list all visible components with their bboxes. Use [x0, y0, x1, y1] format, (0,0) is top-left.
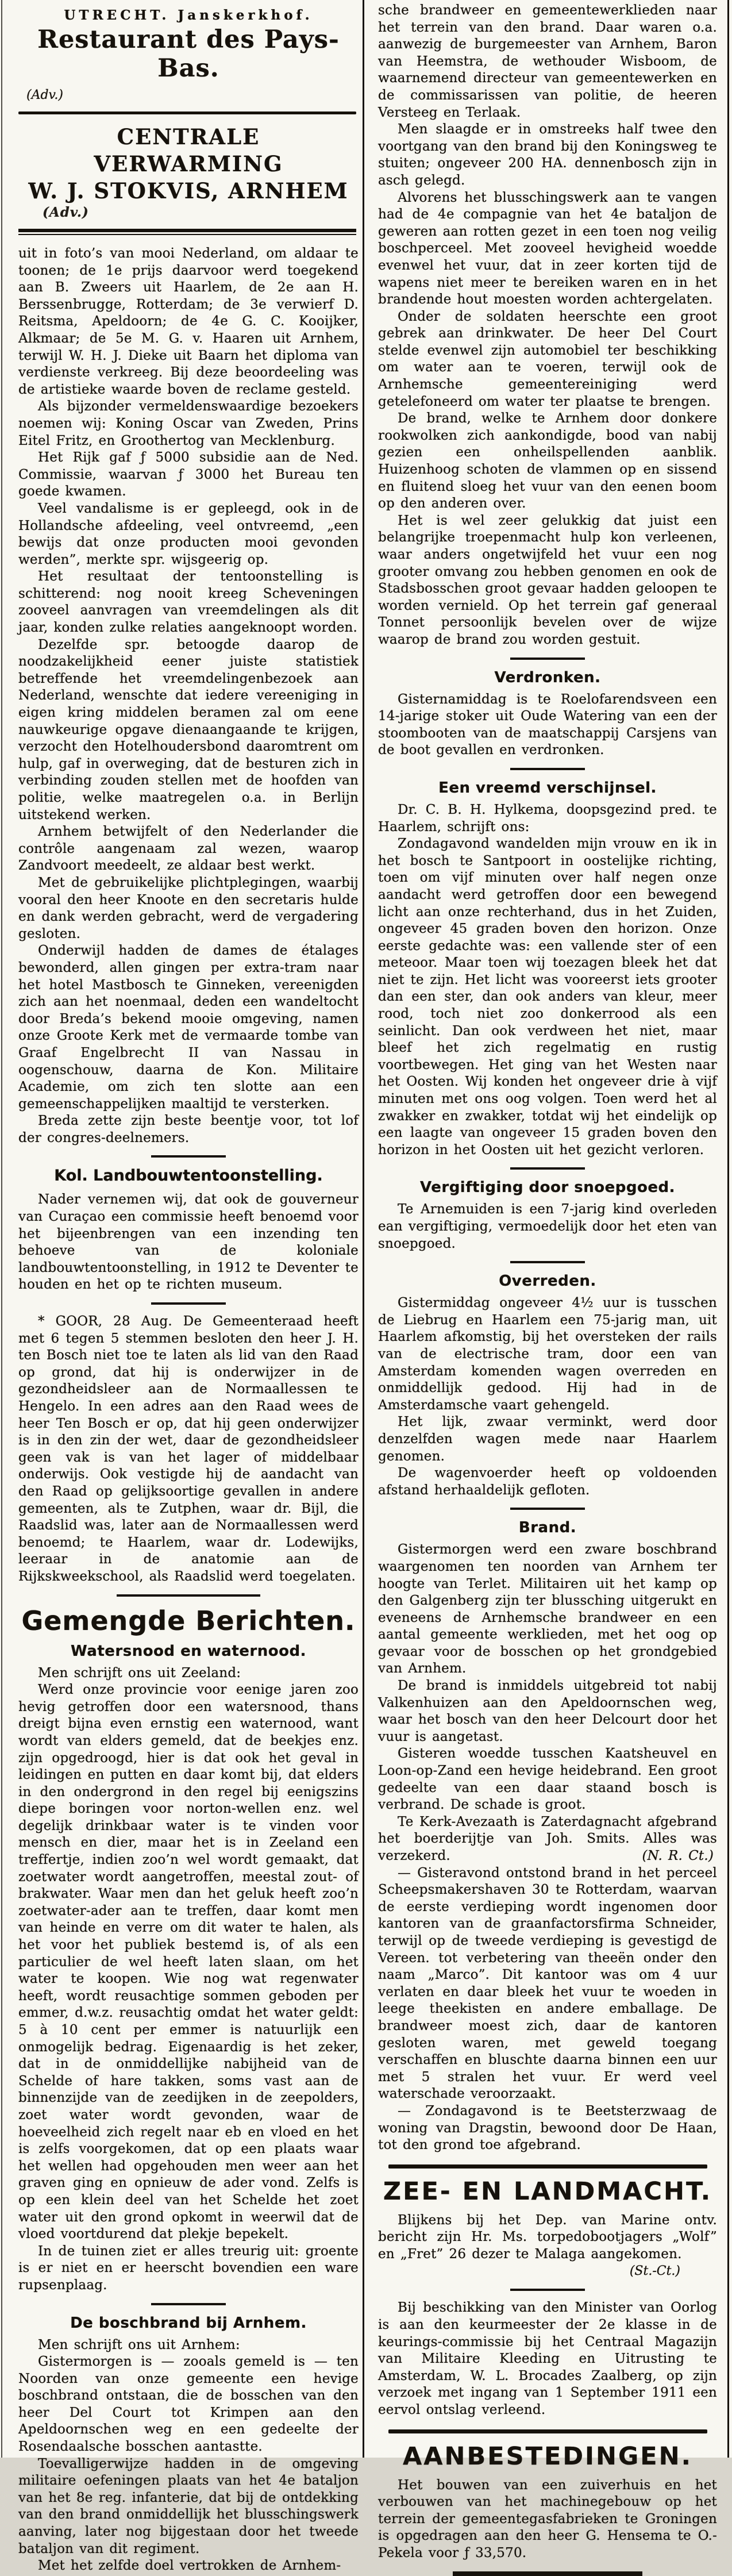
divider-rule [151, 1155, 226, 1158]
article-subheader: Verdronken. [494, 668, 601, 686]
article-subheader: Brand. [518, 1519, 577, 1537]
article-paragraph: Gistermorgen werd een zware boschbrand waargenomen ten noorden van Arnhem ter hoogte van Terlet. Militairen uit het kamp op den Galgenberg zijn ter blussching uitgerukt en eveneens de Arnhemsche brandweer en een aantal gemeente werklieden, met het oog op gevaar voor de bosschen op het grondgebied van Arnhem. [378, 1542, 717, 1677]
article-paragraph: Met het zelfde doel vertrokken de Arnhem- [38, 2558, 341, 2574]
source-credit: (N. R. Ct.) [642, 1848, 714, 1863]
article-paragraph: Men schrijft ons uit Zeeland: [38, 1665, 241, 1681]
article-paragraph: De brand is inmiddels uitgebreid tot nabij Valkenhuizen aan den Apeldoornschen weg, waar het bosch van den heer Delcourt door het vuur is aangetast. [378, 1678, 717, 1744]
divider-rule [510, 1167, 585, 1170]
adv-label: (Adv.) [26, 88, 63, 102]
article-paragraph: uit in foto’s van mooi Nederland, om aldaar te toonen; de 1e prijs daarvoor werd toegekend aan B. Zweers uit Haarlem, de 2e aan H. Berssenbrugge, Rotterdam; de 3e verwierf D. Reitsma, Apeldoorn; de 4e G. C. Kooijker, Alkmaar; de 5e M. G. v. Haaren uit Arnhem, terwijl W. H. J. Dieke uit Baarn het diploma van verdienste verkreeg. Bij deze beoordeeling was de artistieke waarde boven de reclame gesteld. [18, 246, 359, 397]
article-paragraph: Toevalligerwijze hadden in de omgeving militaire oefeningen plaats van het 4e bataljon van het 8e reg. infanterie, dat bij de ontdekking van den brand onmiddellijk het blusschingswerk aanving, later nog bijgestaan door het tweede bataljon van dit regiment. [18, 2456, 359, 2556]
divider-rule [510, 1508, 585, 1510]
article-paragraph: Bij beschikking van den Minister van Oorlog is aan den keurmeester der 2e klasse in de keurings-commissie bij het Centraal Magazijn van Militaire Kleeding en Uitrusting te Amsterdam, W. L. Brocades Zaalberg, op zijn verzoek met ingang van 1 September 1911 een eervol ontslag verleend. [378, 2300, 717, 2418]
article-subheader: Vergiftiging door snoepgoed. [420, 1179, 675, 1197]
ad-stokvis-line: W. J. STOKVIS, ARNHEM [28, 178, 349, 203]
article-subheader: De boschbrand bij Arnhem. [70, 2314, 307, 2332]
article-paragraph: Te Arnemuiden is een 7-jarig kind overleden ean vergiftiging, vermoedelijk door het eten van snoepgoed. [378, 1202, 717, 1251]
article-paragraph: Veel vandalisme is er gepleegd, ook in de Hollandsche afdeeling, veel ontvreemd, „een bewijs dat onze producten mooi gevonden werden”, merkte spr. wijsgeerig op. [18, 501, 359, 567]
divider-rule [388, 2164, 707, 2169]
article-subheader: Overreden. [499, 1272, 596, 1290]
article-paragraph: De brand, welke te Arnhem door donkere rookwolken zich aankondigde, bood van nabij gezien een onheilspellenden aanblik. Huizenhoog schoten de vlammen op en sissend en fluitend sloeg het vuur van den eenen boom op den anderen over. [378, 411, 717, 512]
divider-rule [151, 1302, 226, 1305]
article-paragraph: Het is wel zeer gelukkig dat juist een belangrijke troepenmacht hulp kon verleenen, waar anders ongetwijfeld het vuur een nog grooter omvang zou hebben genomen en ook de Stadsbosschen groot gevaar hadden geloopen te worden vernield. Op het terrein gaf generaal Tonnet persoonlijk bevelen over de wijze waarop de brand zou worden gestuit. [378, 513, 717, 647]
article-paragraph: Het resultaat der tentoonstelling is schitterend: nog nooit kreeg Scheveningen zooveel aanvragen van vreemdelingen als dit jaar, konden zulke relaties aangeknoopt worden. [18, 569, 359, 636]
ad-stokvis-line: CENTRALE VERWARMING [94, 124, 283, 176]
article-paragraph: — Gisteravond ontstond brand in het perceel Scheepsmakershaven 30 te Rotterdam, waarvan de eerste verdieping wordt ingenomen door kantoren van de graanfactorsfirma Schneider, terwijl op de tweede verdieping is gevestigd de Vereen. tot verbetering van theeën onder den naam „Marco”. Dit kantoor was om 4 uur verlaten en daar bleek het vuur te woeden in leege theekisten en andere emballage. De brandweer moest zich, daar de kantoren gesloten waren, met geweld toegang verschaffen en bluschte daarna binnen een uur met 5 stralen het vuur. Er werd veel waterschade veroorzaakt. [378, 1865, 717, 2102]
article-paragraph: Het Rijk gaf ƒ 5000 subsidie aan de Ned. Commissie, waarvan ƒ 3000 het Bureau ten goede kwamen. [18, 450, 359, 499]
article-paragraph: Men schrijft ons uit Arnhem: [38, 2337, 240, 2352]
paragraph-text: Te Kerk-Avezaath is Zaterdagnacht afgebrand het boerderijtje van Joh. Smits. Alles was verzekerd. [378, 1814, 717, 1863]
divider-rule [510, 2289, 585, 2291]
article-subheader: Watersnood en waternood. [71, 1642, 306, 1660]
section-header: AANBESTEDINGEN. [402, 2442, 693, 2471]
adv-label: (Adv.) [43, 205, 89, 220]
column-left [18, 0, 359, 2574]
divider-rule [510, 658, 585, 660]
divider-rule [18, 229, 356, 235]
article-paragraph: Breda zette zijn beste beentje voor, tot lof der congres-deelnemers. [18, 1113, 359, 1145]
article-paragraph: Alvorens het blusschingswerk aan te vangen had de 4e compagnie van het 4e bataljon de geweren aan rotten gezet in een toen nog veilig boschperceel. Met zooveel hevigheid woedde evenwel het vuur, dat in zeer korten tijd de wapens niet meer te bereiken waren en in het brandende hout moesten worden achtergelaten. [378, 190, 717, 307]
section-header-gemengde-berichten: Gemengde Berichten. [21, 1605, 356, 1636]
article-paragraph: Het lijk, zwaar verminkt, werd door denzelfden wagen mede naar Haarlem genomen. [378, 1414, 717, 1464]
column-right [378, 0, 717, 2560]
column-divider-rule [363, 0, 364, 2458]
divider-rule [117, 1594, 260, 1597]
divider-rule [388, 2429, 707, 2433]
article-paragraph: Men slaagde er in omstreeks half twee den voortgang van den brand bij den Koningsweg te stuiten; ongeveer 200 HA. dennenbosch zijn in asch gelegd. [378, 122, 717, 188]
article-paragraph: Gistermorgen is — zooals gemeld is — ten Noorden van onze gemeente een hevige boschbrand ontstaan, die de bosschen van den heer Del Court tot Krimpen aan den Apeldoornschen weg en een gedeelte der Rosendaalsche bosschen aantastte. [18, 2354, 359, 2455]
section-header: ZEE- EN LANDMACHT. [383, 2177, 712, 2206]
article-paragraph: Onder de soldaten heerschte een groot gebrek aan drinkwater. De heer Del Court stelde evenwel zijn automobiel ter beschikking om water aan te voeren, terwijl ook de Arnhemsche gemeentereiniging werd getelefoneerd om water ter plaatse te brengen. [378, 309, 717, 409]
article-paragraph: Gisternamiddag is te Roelofarendsveen een 14-jarige stoker uit Oude Watering van een der stoombooten van de maatschappij Carsjens van de boot gevallen en verdronken. [378, 691, 717, 758]
page-right-edge-rule [727, 0, 729, 2458]
divider-rule [18, 112, 356, 114]
article-paragraph: Dr. C. B. H. Hylkema, doopsgezind pred. te Haarlem, schrijft ons: [378, 802, 717, 835]
divider-rule [510, 1261, 585, 1263]
article-paragraph: Arnhem betwijfelt of den Nederlander die contrôle aangenaam zal wezen, waarop Zandvoort meedeelt, ze aldaar best werkt. [18, 824, 359, 874]
divider-rule [151, 2303, 226, 2305]
article-paragraph: Werd onze provincie voor eenige jaren zoo hevig getroffen door een watersnood, thans dreigt bijna even ernstig een waternood, want wordt van elders gemeld, dat de beekjes enz. zijn opgedroogd, hier is dat ook het geval in leidingen en putten en daar komt bij, dat elders in den ondergrond in den regel bij eenigszins diepe boringen voor norton-wellen enz. wel degelijk drinkbaar water is te vinden voor mensch en dier, maar het is in Zeeland een treffertje, indien zoo’n wel wordt gemaakt, dat zoetwater wordt aangetroffen, meestal zout- of brakwater. Waar men dan het geluk heeft zoo’n zoetwater-ader aan te treffen, daar komt men van heinde en verre om dit water te halen, als het voor het publiek bestemd is, of als een particulier de wel heeft laten slaan, om het water te koopen. Wie nog wat regenwater heeft, wordt reusachtige sommen geboden per emmer, d.w.z. reusachtig omdat het water geldt: 5 à 10 cent per emmer is natuurlijk een onmogelijk bedrag. Eigenaardig is het zeker, dat in de onmiddellijke nabijheid van de Schelde of hare takken, soms vast aan de binnenzijde van de zeedijken in de zeepolders, zoet water wordt gevonden, waar de hoeveelheid zich regelt naar eb en vloed en het is zelfs voorgekomen, dat op een plaats waar het wellen had opgehouden men weer aan het graven ging en opnieuw de ader vond. Zelfs is op een klein deel van het Schelde het zoet water uit den grond opkomt in weerwil dat de vloed voortdurend dat plekje bepekelt. [18, 1682, 359, 2242]
ad-kicker: UTRECHT. Janskerkhof. [64, 7, 313, 23]
article-paragraph: Nader vernemen wij, dat ook de gouverneur van Curaçao een commissie heeft benoemd voor het bijeenbrengen van een inzending ten behoeve van de koloniale landbouwtentoonstelling, in 1912 te Deventer te houden en het op te richten museum. [18, 1192, 359, 1293]
article-header: Kol. Landbouwtentoonstelling. [54, 1167, 323, 1185]
article-paragraph: Als bijzonder vermeldenswaardige bezoekers noemen wij: Koning Oscar van Zweden, Prins Eitel Fritz, en Groothertog van Mecklenburg. [18, 399, 359, 448]
article-paragraph: De wagenvoerder heeft op voldoenden afstand herhaaldelijk gefloten. [378, 1466, 717, 1498]
article-paragraph: Onderwijl hadden de dames de étalages bewonderd, allen gingen per extra-tram naar het hotel Mastbosch te Ginneken, vereenigden zich aan het noenmaal, deden een wandeltocht door Breda’s bekend mooie omgeving, namen onze Groote Kerk met de vermaarde tombe van Graaf Engelbrecht II van Nassau in oogenschouw, daarna de Kon. Militaire Academie, om zich ten slotte aan een gemeenschappelijken maaltijd te versterken. [18, 943, 359, 1112]
divider-rule [453, 2571, 642, 2576]
article-paragraph: Met de gebruikelijke plichtplegingen, waarbij vooral den heer Knoote en den secretaris hulde en dank werden gebracht, werd de vergadering gesloten. [18, 875, 359, 941]
article-paragraph: * GOOR, 28 Aug. De Gemeenteraad heeft met 6 tegen 5 stemmen besloten den heer J. H. ten Bosch niet toe te laten als lid van den Raad op grond, dat hij is onderwijzer in de gezondheidsleer aan de Normaallessen te Hengelo. In een adres aan den Raad wees de heer Ten Bosch er op, dat hij geen onderwijzer is in den zin der wet, daar de gezondheidsleer geen vak is van het lager of middelbaar onderwijs. Ook vestigde hij de aandacht van den Raad op gelijksoortige gevallen in andere gemeenten, als te Zutphen, waar dr. Bijl, die Raadslid was, later aan de Normaallessen werd benoemd; te Haarlem, waar dr. Lodewijks, leeraar in de anatomie aan de Rijkskweekschool, als Raadslid werd toegelaten. [18, 1314, 359, 1584]
ad-restaurant-title: Restaurant des Pays-Bas. [37, 25, 340, 83]
article-paragraph: Blijkens bij het Dep. van Marine ontv. bericht zijn Hr. Ms. torpedobootjagers „Wolf” en „Fret” 26 dezer te Malaga aangekomen. [378, 2212, 717, 2262]
article-paragraph: sche brandweer en gemeentewerklieden naar het terrein van den brand. Daar waren o.a. aanwezig de burgemeester van Arnhem, Baron van Heemstra, de wethouder Wisboom, de waarnemend directeur van gemeentewerken en de commissarissen van politie, de heeren Versteeg en Terlaak. [378, 3, 717, 120]
article-paragraph [378, 1814, 717, 1865]
article-paragraph: Dezelfde spr. betoogde daarop de noodzakelijkheid eener juiste statistiek betreffende het vreemdelingenbezoek aan Nederland, wenschte dat iedere vereeniging in eigen kring middelen beramen zal om eene nauwkeurige opgave dienaangaande te krijgen, verzocht den Hotelhoudersbond daaromtrent om hulp, gaf in overweging, dat de besturen zich in verbinding zouden stellen met de hoofden van politie, welke maatregelen o.a. in Berlijn uitstekend werken. [18, 637, 359, 822]
source-credit: (St.-Ct.) [629, 2264, 680, 2279]
article-paragraph: Zondagavond wandelden mijn vrouw en ik in het bosch te Santpoort in oostelijke richting, toen om vijf minuten over half negen onze aandacht werd getroffen door een bewegend licht aan onze rechterhand, dus in het Zuiden, ongeveer 45 graden boven den horizon. Onze eerste gedachte was: een vallende ster of een meteoor. Maar toen wij toezagen bleek het dat niet te zijn. Het licht was vooreerst iets grooter dan een ster, dan ook anders van kleur, meer rood, toch niet zoo donkerrood als een seinlicht. Dan ook verdween het niet, maar bleef het zich regelmatig en rustig voortbewegen. Het ging van het Westen naar het Oosten. Wij konden het ongeveer drie à vijf minuten met ons oog volgen. Toen werd het al zwakker en zwakker, totdat wij het eindelijk op een laagte van ongeveer 15 graden boven den horizon in het Oosten uit het gezicht verloren. [378, 836, 717, 1158]
article-paragraph: In de tuinen ziet er alles treurig uit: groente is er niet en er heerscht bovendien een ware rupsenplaag. [18, 2243, 359, 2293]
article-paragraph: Gisteren woedde tusschen Kaatsheuvel en Loon-op-Zand een hevige heidebrand. Een groot gedeelte van een daar staand bosch is verbrand. De schade is groot. [378, 1746, 717, 1813]
article-paragraph: Gistermiddag ongeveer 4½ uur is tusschen de Liebrug en Haarlem een 75-jarig man, uit Haarlem afkomstig, bij het oversteken der rails van de electrische tram, door een van Amsterdam komenden wagen overreden en onmiddellijk gedood. Hij had in de Amsterdamsche vaart gehengeld. [378, 1295, 717, 1413]
divider-rule [510, 768, 585, 770]
article-paragraph: — Zondagavond is te Beetsterzwaag de woning van Dragstin, bewoond door De Haan, tot den grond toe afgebrand. [378, 2103, 717, 2153]
page-left-edge-rule [1, 0, 2, 2458]
article-paragraph: Het bouwen van een zuiverhuis en het verbouwen van het machinegebouw op het terrein der gemeentegasfabrieken te Groningen is opgedragen aan den heer G. Hensema te O.-Pekela voor ƒ 33,570. [378, 2477, 717, 2560]
article-subheader: Een vreemd verschijnsel. [438, 779, 657, 797]
